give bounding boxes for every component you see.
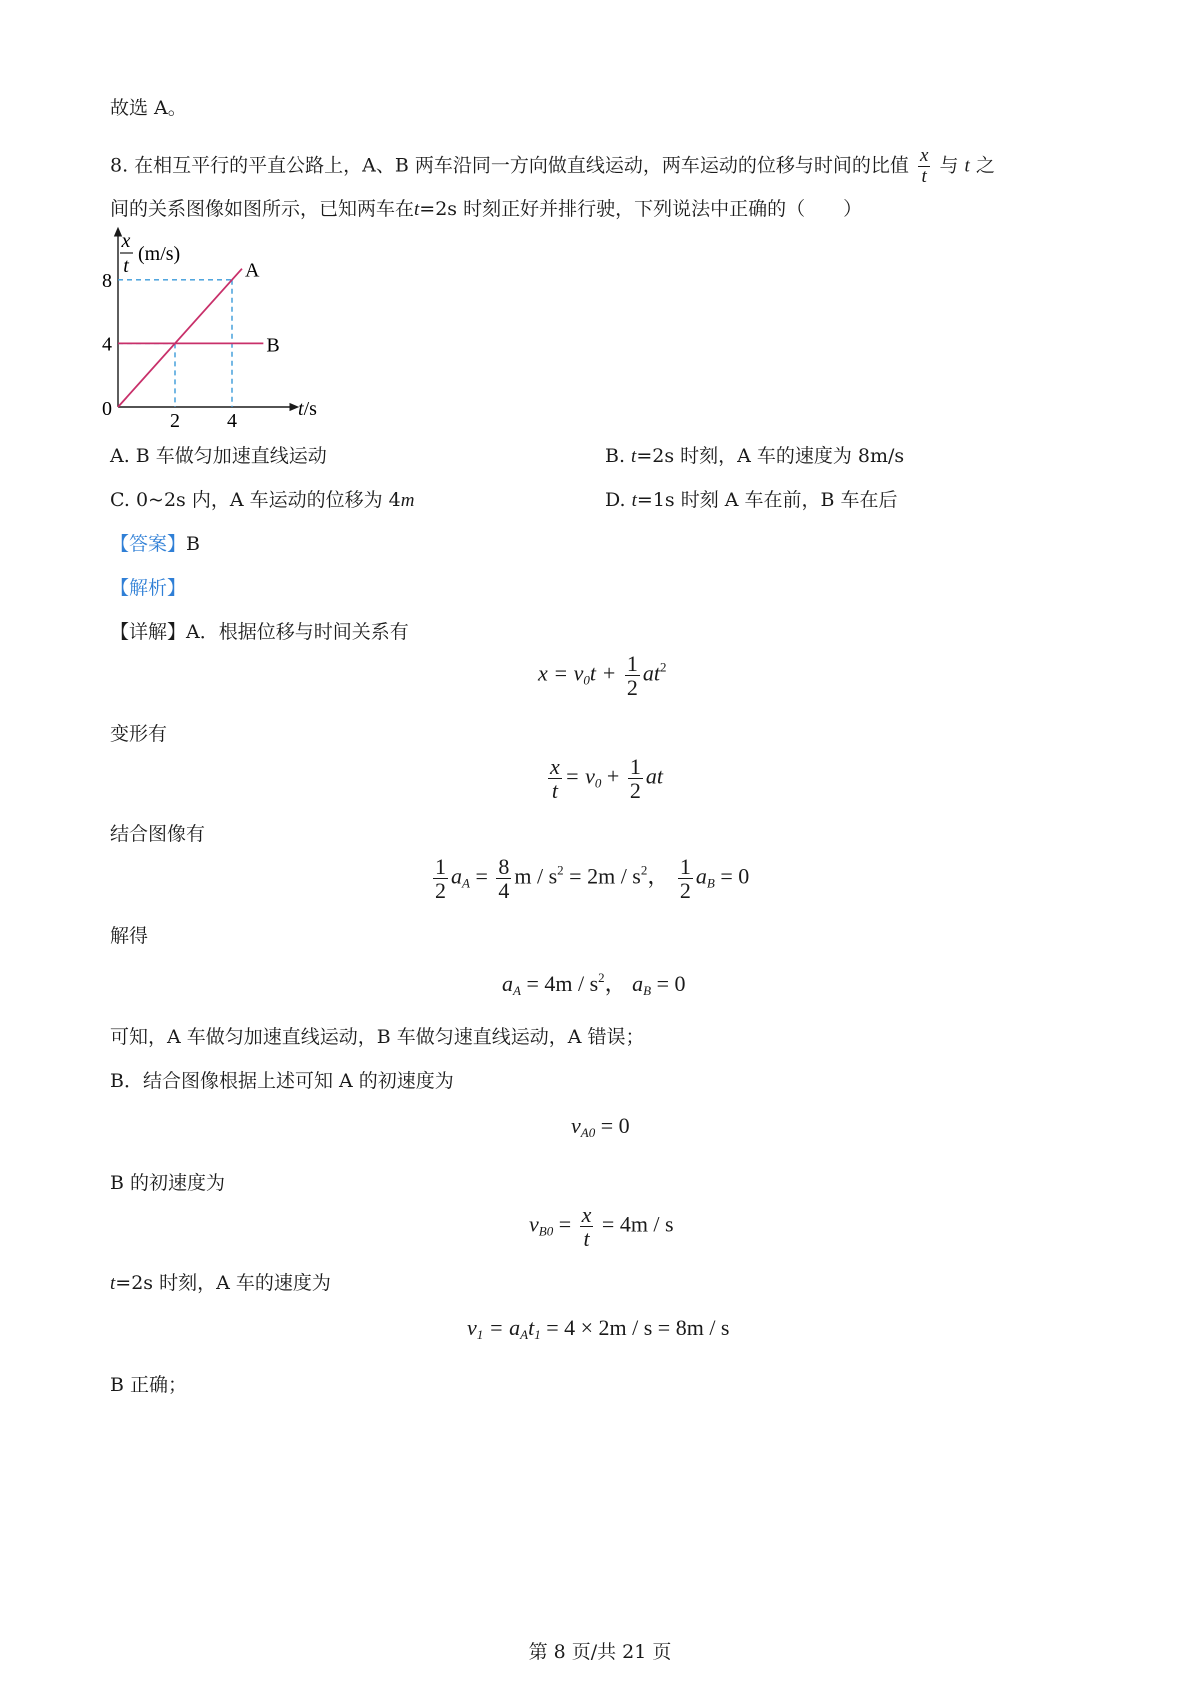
y-label-unit: (m/s) — [138, 243, 181, 265]
eq3-d3: 2 — [679, 878, 691, 904]
eq1-lhs: x = v — [538, 660, 584, 686]
x-tick-labels — [170, 410, 237, 432]
question-line-1 — [110, 146, 995, 187]
eq1-fraction — [625, 652, 640, 699]
option-c-unit: m — [400, 490, 415, 511]
series-line-A — [118, 269, 242, 407]
eq2-num: x — [550, 754, 560, 779]
eq6-fraction — [580, 1203, 594, 1250]
eq3-frac3 — [678, 855, 693, 902]
xt-graph — [95, 225, 355, 435]
eq7-mid: = a — [488, 1315, 521, 1340]
eq4-subA: A — [513, 983, 521, 998]
eq3-n2: 8 — [498, 854, 510, 879]
eq3-aA: a — [451, 863, 462, 889]
eq3-subB: B — [706, 875, 715, 891]
eq2-num2: 1 — [629, 754, 641, 779]
eq5-v: v — [571, 1113, 581, 1138]
text-t2 — [110, 1271, 331, 1296]
eq2-fraction — [548, 755, 562, 802]
option-d — [605, 488, 898, 513]
eq3-eq: = — [475, 863, 488, 889]
eq1-t: t + — [589, 660, 617, 686]
equation-result — [502, 967, 686, 999]
eq7-sub1: 1 — [476, 1327, 484, 1342]
series-labels — [245, 260, 280, 357]
eq3-frac1 — [433, 855, 448, 902]
eq7-tail: = 4 × 2m / s = 8m / s — [546, 1315, 730, 1340]
y-tick-label-4: 4 — [102, 333, 112, 356]
eq2-sub: 0 — [594, 775, 602, 791]
analysis-tag: 【解析】 — [110, 577, 187, 599]
eq1-sub: 0 — [583, 672, 590, 688]
equation-transformed — [545, 755, 663, 802]
y-label-numerator: x — [121, 230, 131, 252]
eq2-fraction-2 — [628, 755, 643, 802]
eq6-eq: = — [558, 1211, 572, 1237]
origin-label: 0 — [102, 398, 112, 420]
answer-value: B — [186, 533, 200, 555]
eq7-sub2: 1 — [534, 1327, 541, 1342]
eq2-den: t — [551, 778, 558, 804]
eq2-plus: + — [606, 763, 620, 789]
question-text: 8. 在相互平行的平直公路上，A、B 两车沿同一方向做直线运动，两车运动的位移与时间的比值 — [110, 154, 909, 177]
page-footer: 第 8 页/共 21 页 — [528, 1641, 672, 1663]
x-label-var: t — [298, 398, 304, 420]
eq4-aA: a — [502, 971, 513, 996]
text-b-init: B 的初速度为 — [110, 1172, 226, 1194]
question-text-2a: 间的关系图像如图所示，已知两车在 — [110, 198, 415, 220]
text-bianxing: 变形有 — [110, 723, 168, 745]
eq3-eq2: = 2m / s — [569, 863, 641, 889]
eq4-val: = 4m / s — [526, 971, 599, 996]
option-b-text: =2s 时刻，A 车的速度为 8m/s — [636, 445, 905, 467]
text-conclusion-a: 可知，A 车做匀加速直线运动，B 车做匀速直线运动，A 错误； — [110, 1026, 645, 1048]
option-c — [110, 488, 414, 513]
detail-text: A．根据位移与时间关系有 — [186, 621, 409, 643]
eq5-sub: A0 — [580, 1125, 596, 1140]
text-b-correct: B 正确； — [110, 1374, 188, 1396]
eq2-mid: = v — [564, 763, 595, 789]
eq2-den2: 2 — [629, 778, 641, 804]
equation-vb0 — [529, 1203, 674, 1250]
equation-accelerations — [430, 855, 749, 902]
detail-line — [110, 620, 409, 644]
eq3-frac2 — [496, 855, 511, 902]
question-var-t-2: t — [414, 199, 420, 220]
question-text-suffix: 之 — [975, 154, 995, 177]
series-label-B: B — [266, 334, 280, 357]
eq4-aB: a — [632, 971, 644, 996]
equation-va0 — [571, 1113, 630, 1141]
eq3-sup1: 2 — [557, 862, 564, 878]
eq3-aB: a — [695, 863, 707, 889]
eq6-v: v — [529, 1211, 539, 1237]
question-fraction — [918, 146, 930, 187]
option-d-text: =1s 时刻 A 车在前，B 车在后 — [636, 489, 898, 511]
detail-tag: 【详解】 — [110, 621, 187, 643]
text-jiede: 解得 — [110, 925, 149, 947]
eq4-sup: 2 — [598, 970, 605, 985]
y-tick-labels — [102, 270, 112, 356]
eq3-n1: 1 — [435, 854, 446, 879]
x-tick-label-4: 4 — [227, 410, 237, 432]
answer-line — [110, 532, 200, 556]
option-b — [605, 444, 904, 469]
eq2-at: at — [645, 763, 663, 789]
x-label — [298, 398, 317, 420]
y-tick-label-8: 8 — [102, 269, 112, 292]
eq3-subA: A — [462, 875, 470, 891]
y-label-denominator: t — [123, 255, 129, 277]
option-d-prefix: D. — [605, 489, 632, 511]
x-label-unit: /s — [303, 398, 317, 420]
eq3-d1: 2 — [435, 878, 446, 904]
equation-displacement — [538, 652, 666, 699]
question-var-t: t — [964, 155, 970, 177]
question-text-mid: 与 — [939, 154, 959, 177]
question-text-2b: =2s 时刻正好并排行驶，下列说法中正确的（ ） — [419, 198, 863, 220]
eq1-num: 1 — [626, 651, 638, 676]
eq1-at: at — [642, 660, 660, 686]
equation-v1 — [467, 1315, 730, 1343]
option-c-text: C. 0~2s 内，A 车运动的位移为 4 — [110, 489, 401, 511]
eq3-comma: ， — [647, 863, 670, 889]
eq6-num: x — [581, 1202, 592, 1227]
eq3-n3: 1 — [679, 854, 691, 879]
eq4-subB: B — [643, 983, 652, 998]
previous-answer-tail: 故选 A。 — [110, 97, 187, 119]
eq7-v: v — [467, 1315, 477, 1340]
eq3-d2: 4 — [498, 878, 510, 904]
x-tick-label-2: 2 — [170, 410, 180, 432]
eq6-sub: B0 — [538, 1223, 554, 1239]
fraction-numerator: x — [919, 145, 929, 166]
eq6-tail: = 4m / s — [601, 1211, 674, 1237]
series-lines — [118, 269, 263, 407]
option-d-var: t — [631, 490, 637, 511]
text-b-intro: B．结合图像根据上述可知 A 的初速度为 — [110, 1070, 454, 1092]
fraction-denominator: t — [921, 165, 927, 187]
eq7-subA: A — [520, 1327, 529, 1342]
answer-tag: 【答案】 — [110, 533, 187, 555]
question-line-2 — [110, 197, 862, 222]
eq3-sup2: 2 — [640, 862, 648, 878]
option-b-var: t — [631, 446, 637, 467]
eq4-tail: = 0 — [656, 971, 686, 996]
eq4-comma: ， — [604, 971, 627, 996]
text-jiehe: 结合图像有 — [110, 823, 206, 845]
eq7-t: t — [528, 1315, 535, 1340]
option-a: A. B 车做匀加速直线运动 — [110, 445, 327, 467]
eq1-den: 2 — [626, 675, 638, 701]
eq1-sup: 2 — [659, 659, 667, 675]
eq6-den: t — [583, 1226, 590, 1252]
option-b-prefix: B. — [605, 445, 632, 467]
series-label-A: A — [244, 259, 260, 282]
eq3-unit1: m / s — [514, 863, 558, 889]
text-t2-var: t — [110, 1273, 116, 1294]
eq3-tail: = 0 — [720, 863, 750, 889]
eq5-tail: = 0 — [600, 1113, 630, 1138]
text-t2-rest: =2s 时刻，A 车的速度为 — [115, 1272, 331, 1294]
